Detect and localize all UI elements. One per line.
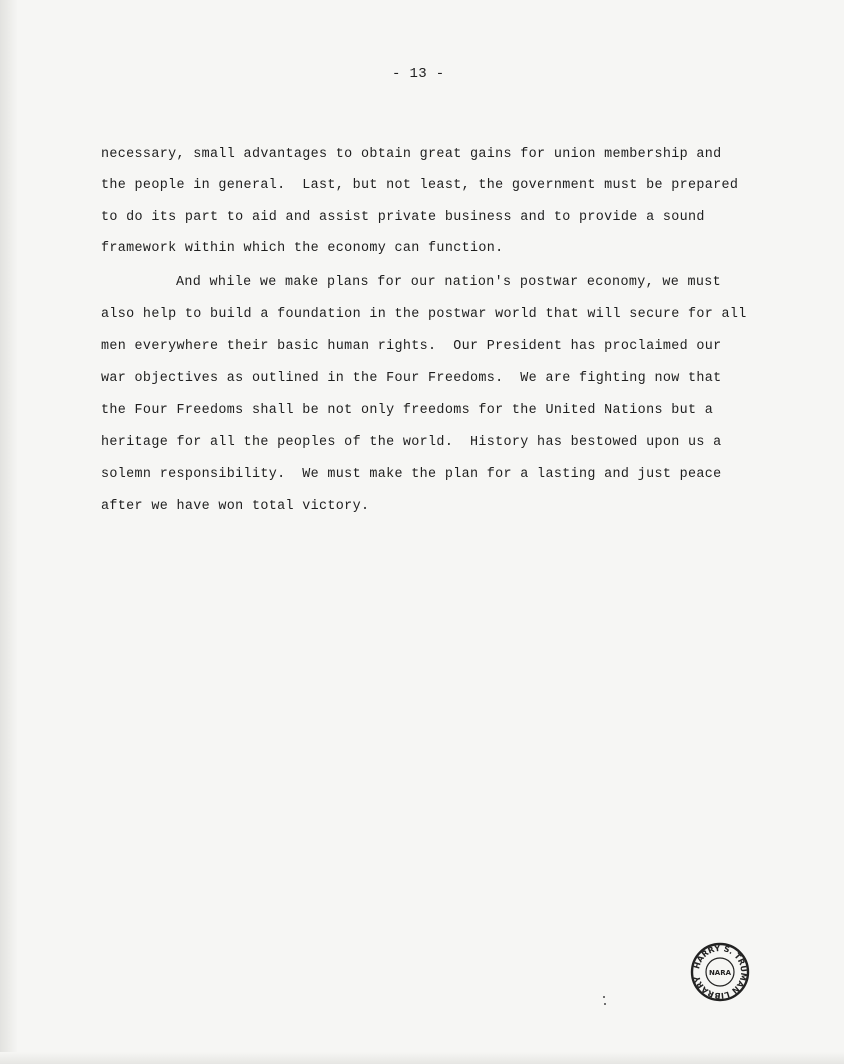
speck-mark	[603, 996, 605, 998]
text-line: And while we make plans for our nation's postwar economy, we must	[176, 275, 722, 290]
text-line: heritage for all the peoples of the world. History has bestowed upon us a	[101, 435, 722, 450]
page-number: - 13 -	[392, 66, 445, 82]
text-line: solemn responsibility. We must make the plan for a lasting and just peace	[101, 467, 722, 482]
text-line: men everywhere their basic human rights. Our President has proclaimed our	[101, 339, 722, 354]
text-line: after we have won total victory.	[101, 499, 370, 514]
library-seal-stamp	[690, 942, 750, 1002]
speck-mark	[604, 1003, 606, 1005]
page-bottom-edge	[0, 1052, 844, 1064]
text-line: also help to build a foundation in the postwar world that will secure for all	[101, 307, 747, 322]
text-line: necessary, small advantages to obtain great gains for union membership and	[101, 147, 722, 162]
text-line: the Four Freedoms shall be not only freedoms for the United Nations but a	[101, 403, 714, 418]
text-line: framework within which the economy can function.	[101, 241, 504, 256]
text-line: to do its part to aid and assist private business and to provide a sound	[101, 210, 705, 225]
page-left-edge	[0, 0, 18, 1064]
text-line: the people in general. Last, but not least, the government must be prepared	[101, 178, 739, 193]
seal-inner-text: NARA	[708, 969, 732, 977]
text-line: war objectives as outlined in the Four Freedoms. We are fighting now that	[101, 371, 722, 386]
seal-outer-text: HARRY S. TRUMAN LIBRARY	[692, 943, 749, 1001]
